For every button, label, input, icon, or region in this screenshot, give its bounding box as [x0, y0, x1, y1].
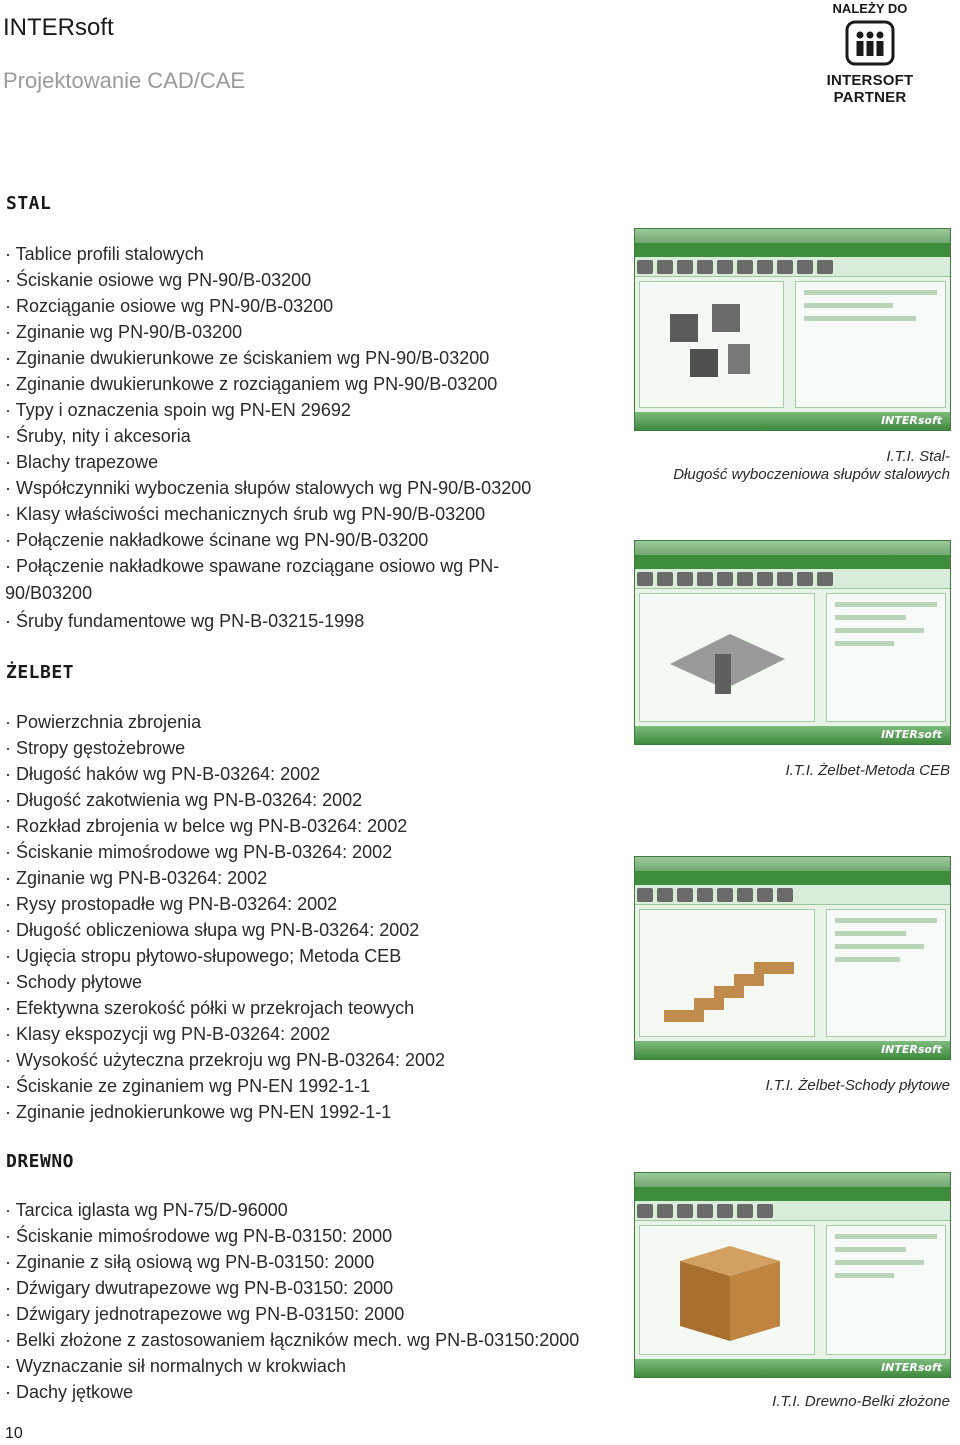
list-item: · Tarcica iglasta wg PN-75/D-96000 — [5, 1197, 579, 1223]
list-item: · Klasy ekspozycji wg PN-B-03264: 2002 — [5, 1021, 445, 1047]
list-item: · Efektywna szerokość półki w przekrojach teowych — [5, 995, 445, 1021]
results-panel — [826, 909, 946, 1037]
list-item: · Zginanie wg PN-90/B-03200 — [5, 319, 531, 345]
screenshot-zelbet-ceb — [634, 540, 951, 745]
window-toolbar — [635, 257, 950, 277]
window-menubar — [635, 243, 950, 257]
window-statusbar — [635, 726, 950, 744]
caption-zelbet-ceb: I.T.I. Żelbet-Metoda CEB — [785, 762, 950, 779]
list-item: · Ściskanie osiowe wg PN-90/B-03200 — [5, 267, 531, 293]
list-item: · Zginanie dwukierunkowe z rozciąganiem wg PN-90/B-03200 — [5, 371, 531, 397]
list-item: · Powierzchnia zbrojenia — [5, 709, 445, 735]
list-item: · Długość obliczeniowa słupa wg PN-B-03264: 2002 — [5, 917, 445, 943]
partner-badge — [790, 0, 950, 106]
section-title-zelbet: ŻELBET — [6, 662, 75, 683]
list-item: · Długość zakotwienia wg PN-B-03264: 2002 — [5, 787, 445, 813]
results-panel — [826, 1225, 946, 1355]
slab-column-figure — [660, 614, 790, 704]
timber-beam-figure — [670, 1241, 790, 1346]
window-statusbar — [635, 412, 950, 430]
window-titlebar — [635, 1173, 950, 1187]
screenshot-drewno — [634, 1172, 951, 1378]
list-item: · Dachy jętkowe — [5, 1379, 579, 1405]
list-item: · Zginanie z siłą osiową wg PN-B-03150: 2000 — [5, 1249, 579, 1275]
list-item: · Ściskanie mimośrodowe wg PN-B-03150: 2000 — [5, 1223, 579, 1249]
list-item: · Ściskanie mimośrodowe wg PN-B-03264: 2002 — [5, 839, 445, 865]
page-subtitle: Projektowanie CAD/CAE — [3, 68, 246, 93]
list-item: · Zginanie wg PN-B-03264: 2002 — [5, 865, 445, 891]
list-item: · Zginanie jednokierunkowe wg PN-EN 1992-1-1 — [5, 1099, 445, 1125]
intersoft-logo: INTERsoft — [881, 1361, 942, 1374]
section-title-drewno: DREWNO — [6, 1151, 75, 1172]
intersoft-logo: INTERsoft — [881, 414, 942, 427]
list-item: · Schody płytowe — [5, 969, 445, 995]
list-item: · Ugięcia stropu płytowo-słupowego; Metoda CEB — [5, 943, 445, 969]
window-statusbar — [635, 1359, 950, 1377]
input-panel — [639, 1225, 815, 1355]
caption-zelbet-schody: I.T.I. Żelbet-Schody płytowe — [765, 1077, 950, 1094]
list-item: · Połączenie nakładkowe ścinane wg PN-90/B-03200 — [5, 527, 531, 553]
results-panel — [826, 593, 946, 722]
section-title-stal: STAL — [6, 193, 52, 214]
input-panel — [639, 909, 815, 1037]
list-item: · Dźwigary jednotrapezowe wg PN-B-03150: 2000 — [5, 1301, 579, 1327]
intersoft-logo: INTERsoft — [881, 1043, 942, 1056]
list-item: · Zginanie dwukierunkowe ze ściskaniem wg PN-90/B-03200 — [5, 345, 531, 371]
list-item: · Ściskanie ze zginaniem wg PN-EN 1992-1-1 — [5, 1073, 445, 1099]
window-toolbar — [635, 885, 950, 905]
list-item: · Stropy gęstożebrowe — [5, 735, 445, 761]
window-menubar — [635, 1187, 950, 1201]
window-statusbar — [635, 1041, 950, 1059]
window-titlebar — [635, 229, 950, 243]
list-zelbet — [5, 709, 445, 1125]
window-toolbar — [635, 569, 950, 589]
window-menubar — [635, 871, 950, 885]
list-stal — [5, 241, 531, 634]
intersoft-logo: INTERsoft — [881, 728, 942, 741]
list-item: · Typy i oznaczenia spoin wg PN-EN 29692 — [5, 397, 531, 423]
list-item: · Śruby, nity i akcesoria — [5, 423, 531, 449]
input-panel — [639, 593, 815, 722]
steel-column-figure — [650, 294, 770, 394]
page-number: 10 — [5, 1425, 23, 1442]
window-toolbar — [635, 1201, 950, 1221]
caption-stal: I.T.I. Stal- Długość wyboczeniowa słupów stalowych — [673, 448, 950, 483]
badge-bottom-text: INTERSOFT PARTNER — [826, 72, 914, 106]
list-item: · Połączenie nakładkowe spawane rozciągane osiowo wg PN-90/B03200 — [5, 553, 525, 607]
list-item: · Belki złożone z zastosowaniem łączników mech. wg PN-B-03150:2000 — [5, 1327, 579, 1353]
screenshot-zelbet-schody — [634, 856, 951, 1060]
list-item: · Wysokość użyteczna przekroju wg PN-B-03264: 2002 — [5, 1047, 445, 1073]
caption-drewno: I.T.I. Drewno-Belki złożone — [772, 1393, 950, 1410]
list-item: · Klasy właściwości mechanicznych śrub wg PN-90/B-03200 — [5, 501, 531, 527]
list-item: · Rozciąganie osiowe wg PN-90/B-03200 — [5, 293, 531, 319]
list-item: · Śruby fundamentowe wg PN-B-03215-1998 — [5, 608, 531, 634]
input-panel — [639, 281, 784, 408]
list-item: · Wyznaczanie sił normalnych w krokwiach — [5, 1353, 579, 1379]
list-item: · Długość haków wg PN-B-03264: 2002 — [5, 761, 445, 787]
brand-title: INTERsoft — [3, 14, 114, 41]
list-item: · Tablice profili stalowych — [5, 241, 531, 267]
stairs-figure — [654, 930, 804, 1025]
list-drewno — [5, 1197, 579, 1405]
window-titlebar — [635, 857, 950, 871]
partner-logo-icon — [845, 20, 895, 66]
list-item: · Blachy trapezowe — [5, 449, 531, 475]
list-item: · Rysy prostopadłe wg PN-B-03264: 2002 — [5, 891, 445, 917]
list-item: · Rozkład zbrojenia w belce wg PN-B-03264: 2002 — [5, 813, 445, 839]
window-menubar — [635, 555, 950, 569]
screenshot-stal — [634, 228, 951, 431]
results-panel — [795, 281, 946, 408]
window-titlebar — [635, 541, 950, 555]
badge-top-text: NALEŻY DO — [832, 1, 908, 16]
list-item: · Współczynniki wyboczenia słupów stalowych wg PN-90/B-03200 — [5, 475, 531, 501]
list-item: · Dźwigary dwutrapezowe wg PN-B-03150: 2000 — [5, 1275, 579, 1301]
